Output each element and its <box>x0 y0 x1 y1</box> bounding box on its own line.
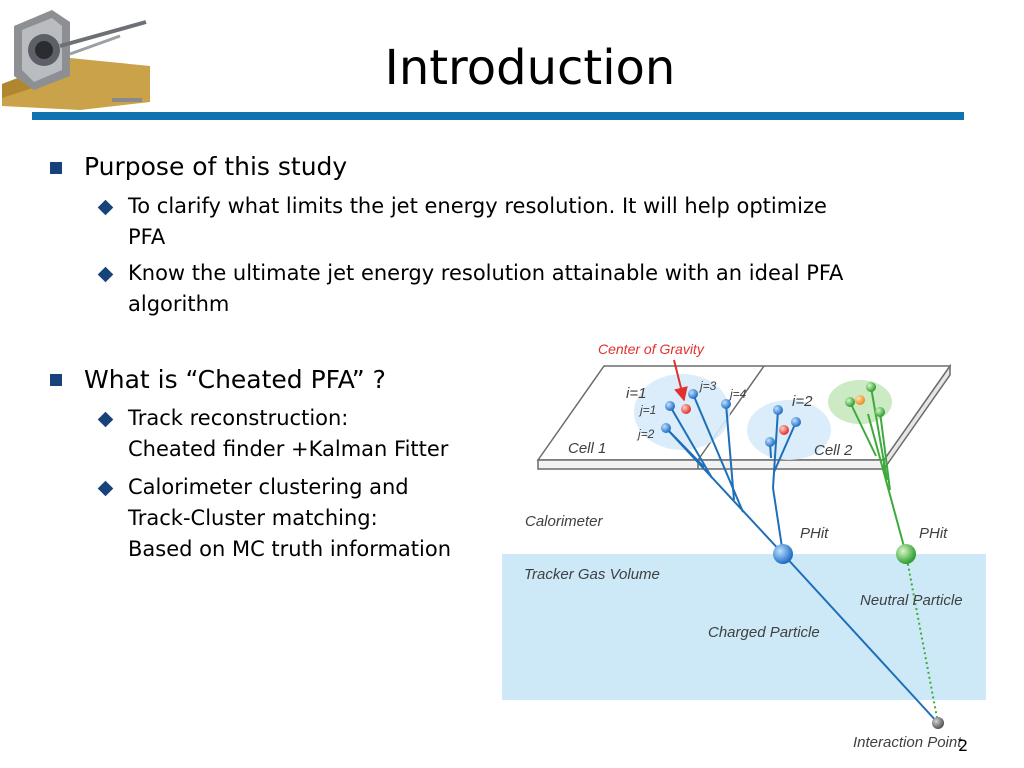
label-phit-neutral: PHit <box>919 525 948 542</box>
hit-dot <box>866 382 876 392</box>
bullet-diamond-marker <box>98 200 114 216</box>
bullet-diamond-marker <box>98 412 114 428</box>
title-underline <box>32 112 964 120</box>
label-neutral-particle: Neutral Particle <box>860 592 963 609</box>
phit-neutral-dot <box>896 544 916 564</box>
slide-title: Introduction <box>384 40 676 96</box>
hit-dot <box>773 405 783 415</box>
sub-bullet-line: Calorimeter clustering and <box>128 475 409 499</box>
center-of-gravity-dot <box>855 395 865 405</box>
label-j2: j=2 <box>638 427 655 441</box>
interaction-point-dot <box>932 717 944 729</box>
cheated-pfa-diagram <box>498 330 998 765</box>
label-interaction-point: Interaction Point <box>853 734 962 751</box>
hit-dot <box>665 401 675 411</box>
hit-dot <box>845 397 855 407</box>
sub-bullet-line: algorithm <box>128 292 230 316</box>
label-i1: i=1 <box>626 385 647 402</box>
label-j1: j=1 <box>640 403 657 417</box>
bullet-diamond-marker <box>98 267 114 283</box>
sub-bullet-line: Track reconstruction: <box>128 406 349 430</box>
label-center-of-gravity: Center of Gravity <box>598 341 704 357</box>
hit-dot <box>765 437 775 447</box>
hit-dot <box>875 407 885 417</box>
label-tracker-gas-volume: Tracker Gas Volume <box>524 566 660 583</box>
label-j3: j=3 <box>700 379 717 393</box>
label-calorimeter: Calorimeter <box>525 513 603 530</box>
label-i2: i=2 <box>792 393 813 410</box>
sub-bullet-line: Track-Cluster matching: <box>128 506 378 530</box>
bullet-diamond-marker <box>98 481 114 497</box>
detector-logo-image <box>0 6 150 110</box>
label-charged-particle: Charged Particle <box>708 624 820 641</box>
label-phit-charged: PHit <box>800 525 829 542</box>
bullet-square-marker <box>50 374 62 386</box>
hit-dot <box>688 389 698 399</box>
hit-dot <box>791 417 801 427</box>
center-of-gravity-dot <box>681 404 691 414</box>
sub-bullet-line: Know the ultimate jet energy resolution attainable with an ideal PFA <box>128 261 844 285</box>
hit-dot <box>661 423 671 433</box>
bullet-purpose: Purpose of this study <box>84 152 348 181</box>
label-cell1: Cell 1 <box>568 440 607 457</box>
label-j4: j=4 <box>730 387 747 401</box>
center-of-gravity-dot <box>779 425 789 435</box>
bullet-cheated-pfa: What is “Cheated PFA” ? <box>84 365 386 394</box>
sub-bullet-line: Cheated finder +Kalman Fitter <box>128 437 449 461</box>
sub-bullet-line: PFA <box>128 225 166 249</box>
sub-bullet-line: Based on MC truth information <box>128 537 452 561</box>
bullet-square-marker <box>50 162 62 174</box>
label-cell2: Cell 2 <box>814 442 853 459</box>
sub-bullet-line: To clarify what limits the jet energy resolution. It will help optimize <box>128 194 827 218</box>
phit-charged-dot <box>773 544 793 564</box>
page-number: 2 <box>958 736 969 755</box>
